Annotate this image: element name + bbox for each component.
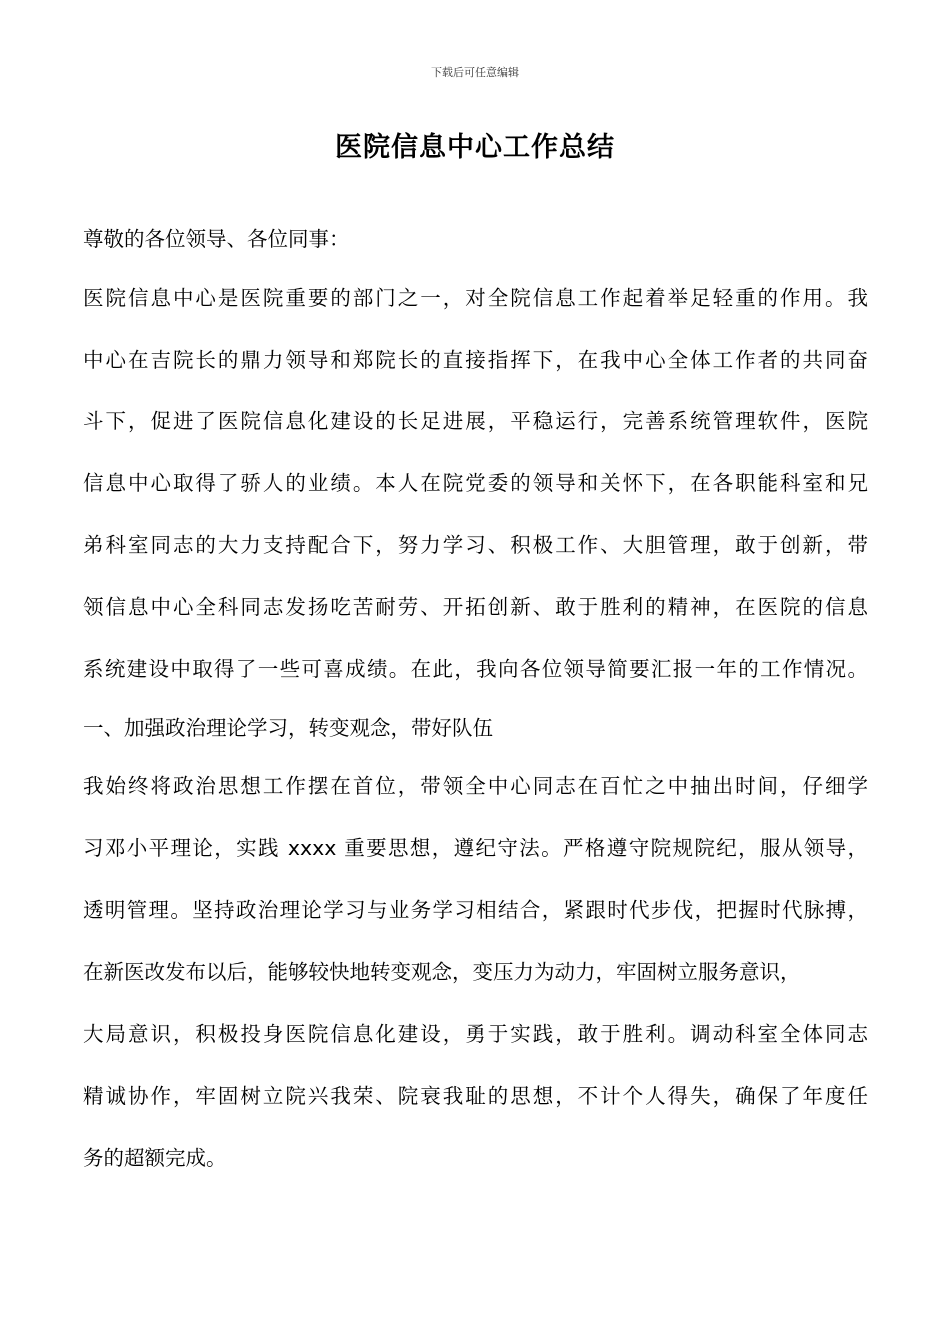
paragraph-line: 医院信息中心是医院重要的部门之一，对全院信息工作起着举足轻重的作用。我: [83, 286, 868, 310]
paragraph-line: 领信息中心全科同志发扬吃苦耐劳、开拓创新、敢于胜利的精神，在医院的信息: [83, 595, 868, 619]
paragraph-line: 信息中心取得了骄人的业绩。本人在院党委的领导和关怀下，在各职能科室和兄: [83, 471, 868, 495]
paragraph-line: 系统建设中取得了一些可喜成绩。在此，我向各位领导简要汇报一年的工作情况。: [83, 657, 868, 681]
paragraph-line: 在新医改发布以后，能够较快地转变观念，变压力为动力，牢固树立服务意识，: [83, 960, 801, 984]
header-note: 下载后可任意编辑: [431, 66, 519, 79]
paragraph-line: 习邓小平理论，实践 xxxx 重要思想，遵纪守法。严格遵守院规院纪，服从领导，: [83, 836, 868, 860]
paragraph-line: 弟科室同志的大力支持配合下，努力学习、积极工作、大胆管理，敢于创新，带: [83, 533, 868, 557]
paragraph-line: 透明管理。坚持政治理论学习与业务学习相结合，紧跟时代步伐，把握时代脉搏，: [83, 898, 868, 922]
paragraph-line: 大局意识，积极投身医院信息化建设，勇于实践，敢于胜利。调动科室全体同志: [83, 1022, 868, 1046]
salutation-line: 尊敬的各位领导、各位同事：: [83, 227, 350, 251]
paragraph-line: 精诚协作，牢固树立院兴我荣、院衰我耻的思想，不计个人得失，确保了年度任: [83, 1084, 868, 1108]
document-title: 医院信息中心工作总结: [335, 132, 615, 163]
paragraph-line: 中心在吉院长的鼎力领导和郑院长的直接指挥下，在我中心全体工作者的共同奋: [83, 348, 868, 372]
paragraph-line: 斗下，促进了医院信息化建设的长足进展，平稳运行，完善系统管理软件，医院: [83, 409, 868, 433]
section-heading: 一、加强政治理论学习，转变观念，带好队伍: [83, 716, 493, 740]
paragraph-line: 我始终将政治思想工作摆在首位，带领全中心同志在百忙之中抽出时间，仔细学: [83, 774, 868, 798]
paragraph-line: 务的超额完成。: [83, 1146, 227, 1170]
